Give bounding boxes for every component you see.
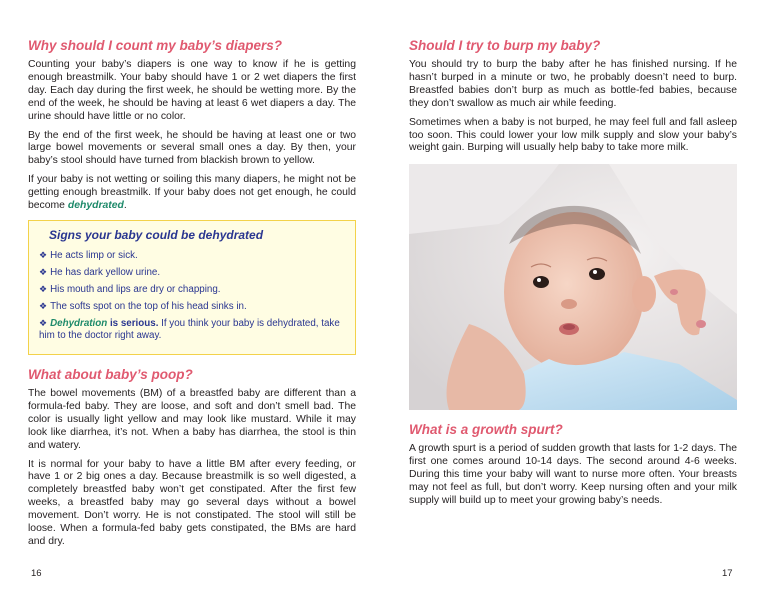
callout-item-text: He has dark yellow urine. [50,266,161,278]
callout-item [39,300,345,313]
callout-item [39,283,345,296]
dehydrated-term: dehydrated [67,200,124,212]
callout-list [39,249,345,342]
diapers-paragraph-3-end: . [123,200,127,212]
bullet-icon: ❖ [39,249,48,260]
right-page [382,0,764,600]
burp-paragraph-1: You should try to burp the baby after he has finished nursing. If he hasn’t burped in a minute or two, he probably doesn’t need to burp. Breastfed babies don’t burp as much as bottle-fed babies, because they don’t swallow as much air while feeding. [409,59,737,109]
diapers-paragraph-3-text: If your baby is not wetting or soiling this many diapers, he might not be getting enough breastmilk. If your baby does not get enough, he could become [28,174,356,212]
bullet-icon: ❖ [39,266,48,277]
left-column [28,38,356,555]
diapers-heading: Why should I count my baby’s diapers? [28,38,283,53]
diapers-paragraph-3 [28,174,356,213]
bullet-icon: ❖ [39,300,48,311]
callout-item-text: He acts limp or sick. [50,249,138,261]
poop-paragraph-1: The bowel movements (BM) of a breastfed baby are different than a formula-fed baby. They are loose, and soft and don’t smell bad. The color is usually light yellow and may look like mustard. While it may look like diarrhea, it’s not. When a baby has diarrhea, the stool is thin and watery. [28,387,356,451]
burp-heading: Should I try to burp my baby? [409,38,601,53]
diapers-paragraph-1: Counting your baby’s diapers is one way to know if he is getting enough breastmilk. Your baby should have 1 or 2 wet diapers the first day. Each day during the first week, he should be wetting more. By the end of the week, he should be having at least 6 wet diapers a day. The urine should have little or no color. [28,59,356,122]
page-number-left: 16 [31,568,42,579]
callout-item [39,266,345,279]
baby-photo [409,164,737,410]
bullet-icon: ❖ [39,317,48,328]
growth-spurt-paragraph: A growth spurt is a period of sudden growth that lasts for 1-2 days. The first one comes around 10-14 days. The second around 4-6 weeks. During this time your baby will want to nurse more often. Your breasts may not feel as full, but don’t worry. Keep nursing often and your milk supply will build up to meet your growing baby’s needs. [409,443,737,506]
diapers-paragraph-2: By the end of the first week, he should be having at least one or two large bowel movements or several small ones a day. By then, your baby’s stool should have turned from blackish brown to yellow. [28,129,356,167]
right-column [409,38,737,514]
poop-heading: What about baby’s poop? [28,366,193,382]
page-number-right: 17 [722,568,733,579]
dehydration-callout [28,220,356,355]
callout-item [39,317,345,342]
callout-item-text: If you think your baby is dehydrated, take him to the doctor right away. [39,317,340,341]
callout-item [39,249,345,262]
dehydration-term: Dehydration [50,317,108,329]
burp-paragraph-2: Sometimes when a baby is not burped, he may feel full and fall asleep too soon. This could lower your low milk supply and slow your baby’s weight gain. Burping will usually help baby to take more milk. [409,116,737,154]
callout-item-bold: is serious. [107,317,159,329]
callout-title: Signs your baby could be dehydrated [49,227,264,242]
bullet-icon: ❖ [39,283,48,294]
baby-photo-illustration [409,164,737,410]
callout-item-text: His mouth and lips are dry or chapping. [50,283,221,295]
growth-spurt-heading: What is a growth spurt? [409,422,563,438]
callout-item-text: The softs spot on the top of his head sinks in. [50,300,247,312]
poop-paragraph-2: It is normal for your baby to have a little BM after every feeding, or have 1 or 2 big ones a day. Because breastmilk is so well digested, a completely breastfed baby won’t get constipated. After the first few weeks, a breastfed baby may go several days without a bowel movement. Don’t worry. He is not constipated. The stool will still be loose. When a formula-fed baby gets constipated, the BMs are hard and dry. [28,458,356,547]
